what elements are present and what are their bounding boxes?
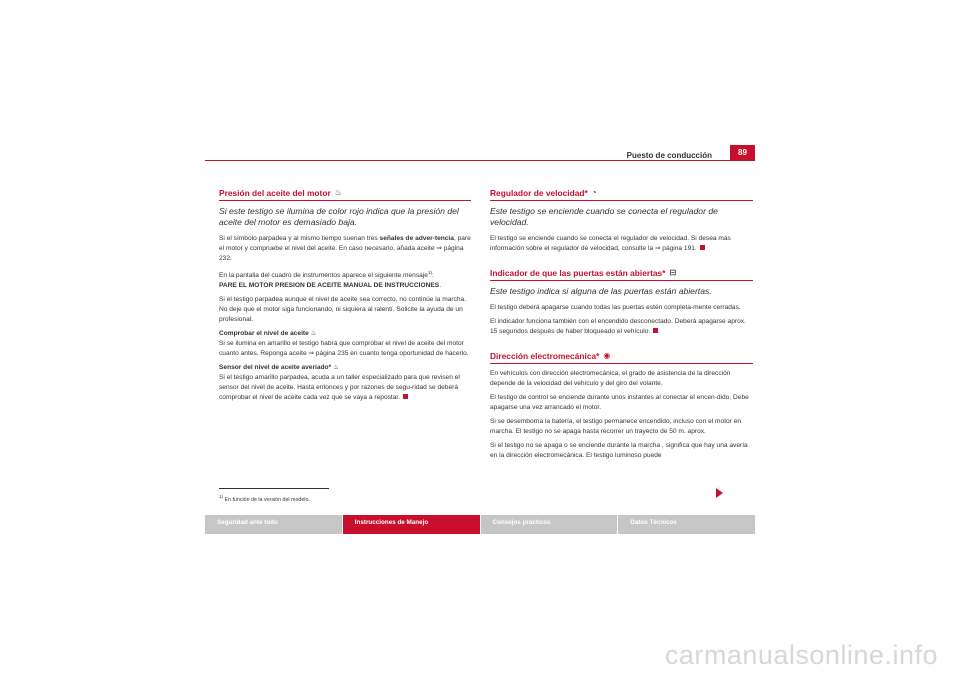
- oil-can-icon: ♨: [334, 188, 342, 197]
- doors-p1: El testigo deberá apagarse cuando todas las puertas estén completa-mente cerradas.: [490, 304, 741, 311]
- text: .: [439, 282, 442, 290]
- steering-heading-text: Dirección electromecánica*: [490, 351, 600, 361]
- footnote-ref: 1): [427, 270, 432, 275]
- page-number: 89: [730, 145, 755, 161]
- cruise-heading-text: Regulador de velocidad*: [490, 188, 588, 198]
- oil-pressure-p2: [219, 268, 471, 291]
- cruise-subtitle: Este testigo se enciende cuando se conecta el regulador de velocidad.: [490, 206, 718, 227]
- next-page-arrow-icon[interactable]: [716, 488, 723, 498]
- check-oil-level-text: Si se ilumina en amarillo el testigo habrá que comprobar el nivel de aceite del motor cuanto antes. Reponga aceite ⇒ página 235 en cuanto tenga oportunidad de hacerlo.: [219, 340, 469, 358]
- doors-p2: [490, 317, 753, 337]
- display-message: PARE EL MOTOR PRESION DE ACEITE MANUAL DE INSTRUCCIONES: [219, 282, 440, 290]
- section-heading-steering: [490, 351, 753, 364]
- header-rule: [205, 160, 755, 161]
- tab-operating-instructions[interactable]: Instrucciones de Manejo: [343, 515, 480, 534]
- steering-p1: En vehículos con dirección electromecánica, el grado de asistencia de la dirección depende de la velocidad del vehículo y del giro del volante.: [490, 370, 731, 387]
- section-end-mark: [700, 245, 705, 250]
- footer-tabs: [205, 515, 755, 534]
- oil-pressure-p3: Si el testigo parpadea aunque el nivel de aceite sea correcto, no continúe la marcha. No deje que el motor siga funcionando, ni siquiera al ralentí. Solicite la ayuda de un profesional.: [219, 296, 467, 324]
- page-title: Puesto de conducción: [626, 151, 712, 160]
- oil-can-icon: ♨: [333, 364, 339, 372]
- left-column: [219, 188, 471, 407]
- text: En la pantalla del cuadro de instrumentos aparece el siguiente mensaje: [219, 272, 428, 280]
- steering-p4: Si el testigo no se apaga o se enciende durante la marcha , significa que hay una avería en la dirección electromecánica. El testigo luminoso puede: [490, 442, 748, 459]
- oil-pressure-heading-text: Presión del aceite del motor: [219, 188, 331, 198]
- steering-p2: El testigo de control se enciende durante unos instantes al conectar el encen-dido. Debe apagarse una vez arrancado el motor.: [490, 394, 749, 411]
- text: El indicador funciona también con el encendido desconectado. Deberá apagarse aprox. 15 segundos después de haber bloqueado el vehículo.: [490, 318, 746, 335]
- section-heading-cruise-control: [490, 188, 753, 201]
- doors-heading-text: Indicador de que las puertas están abiertas*: [490, 268, 666, 278]
- text: :: [431, 272, 434, 280]
- section-heading-doors: [490, 268, 753, 281]
- footnote-mark: 1): [219, 494, 224, 499]
- steering-p3: Si se desemborna la batería, el testigo permanece encendido, incluso con el motor en marcha. El testigo no se apaga hasta recorrer un trayecto de 50 m. aprox.: [490, 418, 742, 435]
- oil-sensor: [219, 363, 471, 403]
- oil-pressure-p1: [219, 234, 471, 264]
- tab-technical-data[interactable]: Datos Técnicos: [618, 515, 755, 534]
- section-end-mark: [403, 394, 408, 399]
- right-column: [490, 188, 753, 465]
- footnote: [219, 494, 310, 503]
- speedometer-icon: ◔: [591, 188, 597, 197]
- watermark: carmanualsonline.info: [664, 640, 938, 670]
- tab-practical-tips[interactable]: Consejos prácticos: [481, 515, 618, 534]
- oil-can-icon: ♨: [310, 330, 317, 338]
- check-oil-level: [219, 329, 471, 359]
- car-doors-icon: ⊟: [669, 268, 677, 277]
- check-oil-level-heading: Comprobar el nivel de aceite: [219, 330, 309, 338]
- footnote-text: En función de la versión del modelo.: [224, 496, 310, 503]
- steering-warning-icon: ◉: [603, 351, 611, 360]
- tab-safety[interactable]: Seguridad ante todo: [205, 515, 342, 534]
- text: Si el símbolo parpadea y al mismo tiempo suenan tres: [219, 235, 380, 242]
- oil-pressure-subtitle: Si este testigo se ilumina de color rojo indica que la presión del aceite del motor es demasiado baja.: [219, 206, 459, 227]
- cruise-text: [490, 234, 753, 254]
- footnote-rule: [219, 488, 329, 489]
- oil-sensor-text: Si el testigo amarillo parpadea, acuda a un taller especializado para que revisen el sensor del nivel de aceite. Hasta entonces y por razones de segu-ridad se deberá comprobar el nivel de aceite cada vez que se vaya a repostar.: [219, 374, 460, 402]
- doors-subtitle: Este testigo indica si alguna de las puertas están abiertas.: [490, 286, 712, 296]
- section-heading-oil-pressure: [219, 188, 471, 201]
- text: , pare el motor y compruebe el nivel del aceite. En caso necesario, añada aceite ⇒ página 232.: [219, 235, 471, 262]
- warning-signals-text: señales de adver-tencia: [379, 235, 454, 242]
- oil-sensor-heading: Sensor del nivel de aceite averiado*: [219, 364, 332, 372]
- text: El testigo se enciende cuando se conecta el regulador de velocidad. Si desea más información sobre el regulador de velocidad, consulte la ⇒ página 191.: [490, 235, 731, 252]
- section-end-mark: [653, 328, 658, 333]
